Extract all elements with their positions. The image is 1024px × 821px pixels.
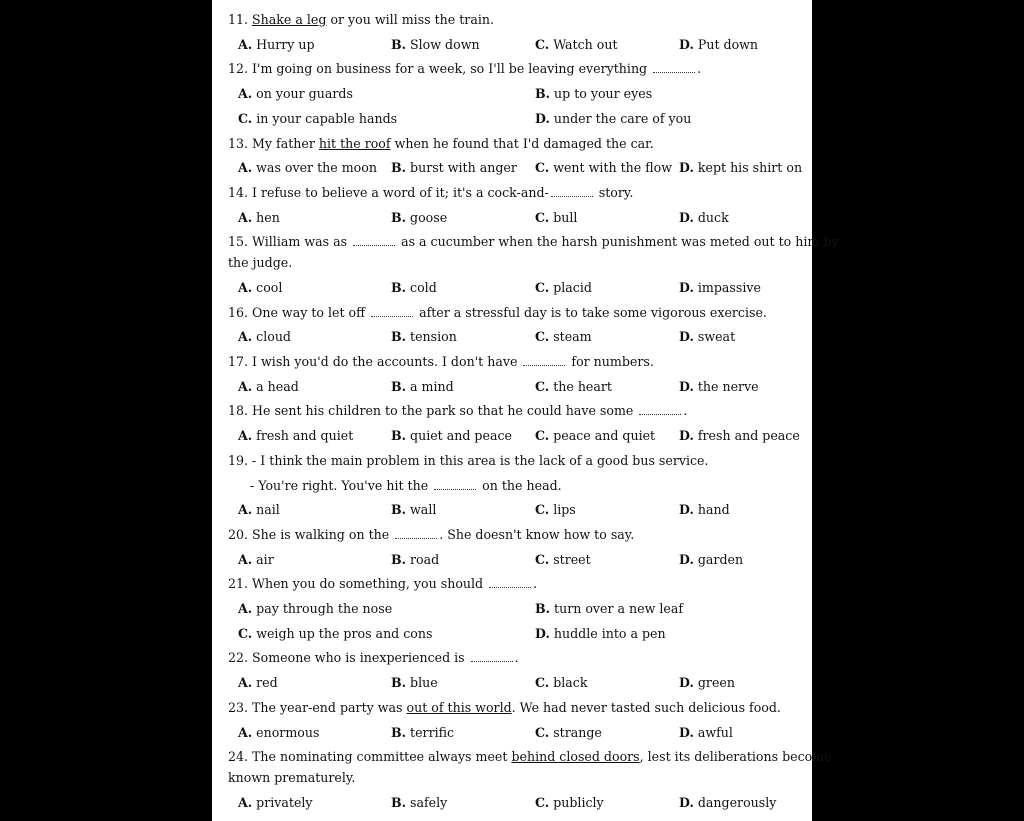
answer-blank [653, 63, 695, 73]
answer-option [535, 428, 655, 444]
answer-option [535, 626, 666, 642]
answer-option [679, 725, 733, 741]
question-text-segment: , lest its deliberations become [639, 749, 832, 765]
answer-option [391, 725, 454, 741]
question-text-segment: 13. My father [228, 135, 319, 151]
option-letter: D. [679, 378, 694, 394]
answer-option [535, 725, 602, 741]
option-letter: A. [238, 502, 253, 518]
option-letter: D. [679, 36, 694, 52]
question-text-segment: 15. William was as [228, 234, 352, 250]
option-letter: A. [238, 428, 253, 444]
option-text: peace and quiet [553, 428, 656, 444]
answer-blank [395, 529, 437, 539]
answer-option [535, 795, 604, 811]
question-stem [228, 61, 701, 77]
answer-option [391, 329, 457, 345]
answer-option [391, 795, 447, 811]
option-text: placid [553, 279, 592, 295]
answer-option [238, 111, 397, 127]
option-letter: C. [535, 329, 550, 345]
option-letter: A. [238, 378, 253, 394]
option-letter: B. [391, 160, 407, 176]
answer-option [238, 675, 278, 691]
answer-option [679, 552, 743, 568]
option-letter: A. [238, 160, 253, 176]
question-text-segment: 19. - I think the main problem in this area is the lack of a good bus service. [228, 452, 709, 468]
option-text: nail [256, 502, 280, 518]
question-text-segment: . She doesn't know how to say. [439, 526, 635, 542]
option-letter: D. [679, 675, 694, 691]
option-text: strange [553, 724, 602, 740]
option-letter: B. [391, 279, 407, 295]
question-text-segment: story. [594, 184, 634, 200]
answer-option [238, 379, 299, 395]
option-letter: C. [535, 36, 550, 52]
option-letter: A. [238, 279, 253, 295]
question-text-segment: after a stressful day is to take some vigorous exercise. [415, 304, 767, 320]
option-text: bull [553, 209, 578, 225]
answer-option [391, 502, 436, 518]
answer-option [535, 160, 672, 176]
option-letter: B. [391, 502, 407, 518]
answer-option [535, 86, 652, 102]
answer-option [679, 210, 729, 226]
answer-option [238, 552, 274, 568]
option-text: huddle into a pen [553, 625, 666, 641]
option-letter: C. [238, 625, 253, 641]
question-text-segment: 17. I wish you'd do the accounts. I don't have [228, 354, 522, 370]
option-letter: C. [238, 110, 253, 126]
option-text: blue [410, 675, 438, 691]
question-text-segment: - You're right. You've hit the [250, 477, 433, 493]
question-stem-continuation: the judge. [228, 255, 293, 270]
option-text: street [553, 551, 591, 567]
underlined-phrase: out of this world [406, 699, 512, 715]
question-stem [228, 650, 519, 666]
option-letter: B. [391, 675, 407, 691]
option-letter: A. [238, 601, 253, 617]
question-text-segment: on the head. [478, 477, 562, 493]
answer-option [238, 502, 280, 518]
option-letter: D. [679, 551, 694, 567]
answer-blank [353, 236, 395, 246]
option-text: went with the flow [553, 160, 672, 176]
answer-blank [471, 652, 513, 662]
answer-option [391, 210, 447, 226]
answer-option [238, 626, 432, 642]
option-text: the heart [553, 378, 612, 394]
option-letter: C. [535, 551, 550, 567]
option-letter: A. [238, 675, 253, 691]
option-letter: C. [535, 209, 550, 225]
question-text-segment: 23. The year-end party was [228, 699, 407, 715]
option-text: privately [256, 794, 313, 810]
option-text: red [256, 675, 278, 691]
underlined-phrase: behind closed doors [511, 749, 640, 765]
option-text: burst with anger [410, 160, 517, 176]
option-text: cool [256, 279, 283, 295]
option-letter: A. [238, 86, 253, 102]
option-letter: D. [679, 160, 694, 176]
answer-option [391, 552, 439, 568]
answer-option [679, 795, 776, 811]
option-letter: A. [238, 724, 253, 740]
answer-option [535, 552, 591, 568]
option-text: tension [410, 329, 457, 345]
option-letter: A. [238, 329, 253, 345]
answer-option [238, 329, 291, 345]
option-letter: B. [391, 378, 407, 394]
answer-option [238, 601, 392, 617]
answer-option [238, 210, 280, 226]
option-letter: D. [679, 428, 694, 444]
option-letter: B. [391, 329, 407, 345]
option-text: terrific [410, 724, 455, 740]
question-text-segment: 21. When you do something, you should [228, 576, 488, 592]
option-text: cloud [256, 329, 291, 345]
answer-option [679, 428, 800, 444]
answer-option [391, 37, 480, 53]
answer-option [238, 37, 315, 53]
option-text: quiet and peace [410, 428, 512, 444]
option-letter: D. [679, 209, 694, 225]
question-text-segment: as a cucumber when the harsh punishment was meted out to him by [397, 234, 839, 250]
question-text-segment: for numbers. [567, 354, 654, 370]
answer-option [679, 37, 758, 53]
option-text: lips [553, 502, 576, 518]
option-letter: A. [238, 36, 253, 52]
option-text: under the care of you [553, 110, 692, 126]
option-letter: B. [391, 209, 407, 225]
option-text: was over the moon [256, 160, 377, 176]
answer-option [679, 160, 802, 176]
answer-option [391, 280, 437, 296]
option-text: hand [697, 502, 730, 518]
option-letter: B. [535, 86, 551, 102]
option-letter: D. [679, 279, 694, 295]
option-text: on your guards [256, 86, 353, 102]
question-text-segment: 11. [228, 12, 253, 27]
option-text: duck [697, 209, 729, 225]
answer-option [535, 111, 691, 127]
option-text: dangerously [697, 794, 777, 810]
question-text-segment: . We had never tasted such delicious food. [511, 699, 781, 715]
option-letter: C. [535, 724, 550, 740]
question-stem [228, 403, 687, 419]
question-text-segment: 12. I'm going on business for a week, so I'll be leaving everything [228, 61, 652, 77]
answer-blank [489, 578, 531, 588]
question-text-segment: . [533, 576, 538, 592]
question-stem [228, 700, 781, 716]
option-text: pay through the nose [256, 601, 393, 617]
question-stem [228, 136, 654, 152]
answer-option [391, 675, 438, 691]
option-text: impassive [697, 279, 761, 295]
option-letter: B. [391, 794, 407, 810]
answer-option [679, 502, 730, 518]
answer-option [238, 86, 353, 102]
question-stem [228, 185, 633, 201]
option-text: in your capable hands [256, 110, 398, 126]
option-letter: C. [535, 502, 550, 518]
answer-option [535, 210, 577, 226]
option-text: cold [410, 279, 437, 295]
option-letter: A. [238, 209, 253, 225]
answer-option [679, 280, 761, 296]
question-text-segment: 24. The nominating committee always meet [228, 749, 512, 765]
question-stem [228, 576, 537, 592]
answer-option [238, 280, 282, 296]
option-letter: C. [535, 160, 550, 176]
question-text-segment: . [697, 61, 702, 77]
question-text-segment: 20. She is walking on the [228, 526, 394, 542]
dialogue-response [250, 478, 562, 494]
option-text: air [256, 551, 274, 567]
option-text: awful [697, 724, 733, 740]
option-letter: B. [391, 428, 407, 444]
answer-option [238, 725, 319, 741]
answer-option [391, 379, 454, 395]
option-letter: A. [238, 794, 253, 810]
option-letter: A. [238, 551, 253, 567]
question-stem [228, 749, 832, 765]
option-text: safely [410, 794, 448, 810]
option-text: Slow down [410, 36, 480, 52]
answer-blank [639, 405, 681, 415]
question-stem-continuation: known prematurely. [228, 769, 356, 785]
question-stem [228, 527, 634, 543]
answer-option [535, 280, 592, 296]
option-text: Hurry up [256, 36, 315, 52]
option-text: fresh and peace [697, 428, 800, 444]
answer-option [391, 160, 517, 176]
question-stem [228, 305, 767, 321]
option-text: Put down [697, 36, 759, 52]
option-letter: B. [535, 601, 551, 617]
option-letter: D. [679, 794, 694, 810]
answer-option [679, 379, 759, 395]
question-text-segment: when he found that I'd damaged the car. [390, 135, 654, 151]
answer-option [535, 502, 576, 518]
option-letter: D. [679, 724, 694, 740]
option-text: wall [410, 502, 437, 518]
answer-option [238, 428, 353, 444]
option-letter: C. [535, 428, 550, 444]
option-letter: D. [535, 625, 550, 641]
answer-option [391, 428, 512, 444]
underlined-phrase: hit the roof [318, 135, 391, 151]
option-letter: D. [679, 329, 694, 345]
question-text-segment: 16. One way to let off [228, 304, 370, 320]
option-text: sweat [697, 329, 736, 345]
option-text: up to your eyes [554, 86, 653, 102]
question-text-segment: . [514, 650, 519, 666]
option-letter: C. [535, 279, 550, 295]
option-text: enormous [256, 724, 320, 740]
option-letter: C. [535, 378, 550, 394]
answer-blank [434, 480, 476, 490]
answer-blank [523, 356, 565, 366]
exam-page [212, 0, 839, 821]
answer-option [535, 329, 592, 345]
option-text: weigh up the pros and cons [256, 625, 433, 641]
option-text: road [410, 551, 440, 567]
option-letter: D. [535, 110, 550, 126]
option-text: a mind [410, 378, 454, 394]
question-text-segment: 22. Someone who is inexperienced is [228, 650, 469, 666]
question-text-segment: or you will miss the train. [326, 12, 494, 27]
option-letter: D. [679, 502, 694, 518]
question-stem [228, 453, 709, 469]
question-stem [228, 354, 654, 370]
answer-option [238, 795, 313, 811]
option-letter: B. [391, 724, 407, 740]
option-text: the nerve [697, 378, 759, 394]
answer-option [535, 379, 612, 395]
option-text: black [553, 675, 588, 691]
option-text: Watch out [553, 36, 618, 52]
option-text: turn over a new leaf [554, 601, 684, 617]
question-text-segment: 14. I refuse to believe a word of it; it's a cock-and- [228, 184, 549, 200]
option-text: publicly [553, 794, 604, 810]
option-letter: B. [391, 36, 407, 52]
option-text: steam [553, 329, 592, 345]
answer-option [679, 329, 735, 345]
answer-option [535, 601, 683, 617]
question-stem [228, 12, 494, 28]
question-stem [228, 234, 839, 250]
answer-option [679, 675, 735, 691]
option-letter: C. [535, 794, 550, 810]
option-text: fresh and quiet [256, 428, 354, 444]
answer-option [535, 37, 618, 53]
answer-option [238, 160, 377, 176]
question-text-segment: . [683, 403, 688, 419]
option-text: a head [256, 378, 299, 394]
option-letter: B. [391, 551, 407, 567]
question-text-segment: 18. He sent his children to the park so that he could have some [228, 403, 638, 419]
option-text: kept his shirt on [697, 160, 803, 176]
option-text: hen [256, 209, 280, 225]
underlined-phrase: Shake a leg [252, 12, 327, 27]
answer-blank [371, 307, 413, 317]
option-text: green [697, 675, 735, 691]
option-text: goose [410, 209, 448, 225]
option-text: garden [697, 551, 744, 567]
option-letter: C. [535, 675, 550, 691]
answer-blank [551, 187, 593, 197]
answer-option [535, 675, 587, 691]
